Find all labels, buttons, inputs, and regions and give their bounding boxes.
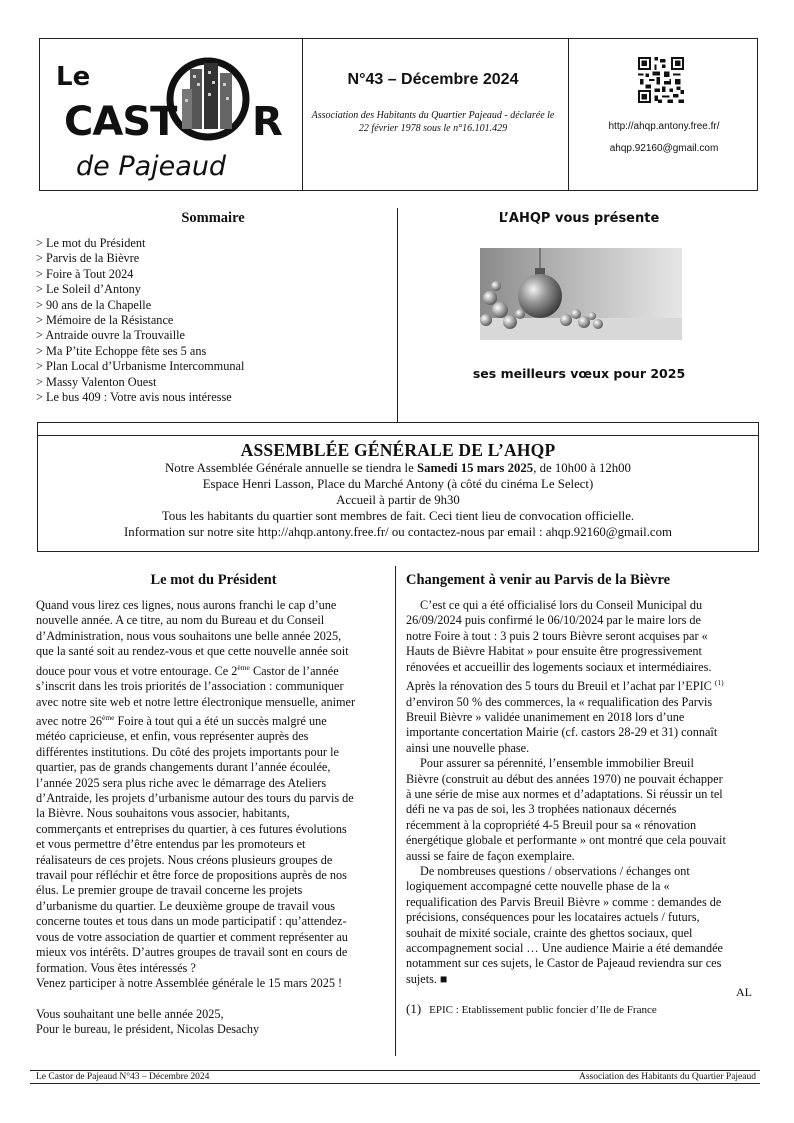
assemblee-date: Samedi 15 mars 2025 xyxy=(416,461,534,475)
masthead xyxy=(39,38,758,191)
article-line: avec notre 26ème Foire à tout qui a été un succès malgré une xyxy=(36,712,327,728)
sommaire-item[interactable]: > Plan Local d’Urbanisme Intercommunal xyxy=(36,359,245,374)
assemblee-welcome-time: Accueil à partir de 9h30 xyxy=(336,493,460,507)
article-line: requalification des Parvis Breuil Bièvre » comme : demandes de xyxy=(406,894,722,909)
sommaire-item[interactable]: > 90 ans de la Chapelle xyxy=(36,297,152,312)
sommaire-item[interactable]: > Parvis de la Bièvre xyxy=(36,251,140,266)
assemblee-title: ASSEMBLÉE GÉNÉRALE DE L’AHQP xyxy=(240,440,556,460)
article-line: différentes institutions. Du côté des projets importants pour le xyxy=(36,744,339,759)
article-line: souhait de mixité sociale, crainte des ghettos sociaux, quel xyxy=(406,925,693,940)
column-divider-bottom xyxy=(395,566,396,1056)
article-line: douce pour vous et votre entourage. Ce 2ème Castor de l’année xyxy=(36,662,339,678)
article-line: avec notre site web et notre lettre électronique mensuelle, animer xyxy=(36,694,356,709)
article-line xyxy=(36,991,391,1006)
article-line: quartier, pas de grands changements durant l’année écoulée, xyxy=(36,760,331,775)
article-line: formation. Vous êtes intéressés ? xyxy=(36,960,196,975)
sommaire-item[interactable]: > Foire à Tout 2024 xyxy=(36,266,134,281)
svg-text:R: R xyxy=(252,99,283,145)
article-line: C’est ce qui a été officialisé lors du Conseil Municipal du xyxy=(420,598,703,612)
parvis-article-title: Changement à venir au Parvis de la Bièvre xyxy=(406,572,671,588)
issue-title: N°43 – Décembre 2024 xyxy=(347,71,519,88)
article-line: Après la rénovation des 5 tours du Breuil et l’achat par l’EPIC $^{(1)}$ xyxy=(406,678,724,694)
footnote-number: (1) xyxy=(406,1001,422,1016)
article-line: élus. Le premier groupe de travail concerne les projets xyxy=(36,883,303,898)
sommaire-item[interactable]: > Mémoire de la Résistance xyxy=(36,313,174,328)
footnote-text: EPIC : Etablissement public foncier d’Ile de France xyxy=(429,1004,657,1016)
article-line: s’inscrit dans les trois priorités de l’association : communiquer xyxy=(36,679,344,694)
article-line: d’Administration, nous vous souhaitons une belle année 2025, xyxy=(36,628,342,643)
logo-line3: de Pajeaud xyxy=(76,151,227,181)
article-line: vous de votre association de quartier et comment représenter au xyxy=(36,929,348,944)
article-line: d’Antraide, les projets d’urbanisme autour des tours du parvis de xyxy=(36,791,354,806)
sommaire-item[interactable]: > Ma P’tite Echoppe fête ses 5 ans xyxy=(36,343,207,358)
article-line: travail pour réfléchir et être force de propositions auprès de nos xyxy=(36,868,347,883)
footer-association: Association des Habitants du Quartier Pajeaud xyxy=(578,1072,756,1082)
article-line: commerçants et entreprises du quartier, à ces futures évolutions xyxy=(36,821,347,836)
assemblee-line1-pre: Notre Assemblée Générale annuelle se tiendra le xyxy=(165,461,417,475)
article-line: logiquement accompagné cette nouvelle phase de la « xyxy=(406,879,670,894)
article-line: Pour le bureau, le président, Nicolas Desachy xyxy=(36,1022,260,1037)
sommaire-item[interactable]: > Massy Valenton Ouest xyxy=(36,374,157,389)
page-footer xyxy=(30,1070,760,1084)
article-line: sujets. ■ xyxy=(406,971,448,986)
assemblee-date-line xyxy=(38,461,758,476)
article-line: ainsi une nouvelle phase. xyxy=(406,740,530,755)
column-divider-top xyxy=(397,208,398,422)
voeux-subtitle: ses meilleurs vœux pour 2025 xyxy=(472,366,686,381)
voeux-title: L’AHQP vous présente xyxy=(498,211,660,226)
president-article-title: Le mot du Président xyxy=(150,572,277,588)
assemblee-notice-box xyxy=(37,422,759,552)
article-line: météo capricieuse, et enfin, vous représenter auprès des xyxy=(36,729,309,744)
article-line: nouvelle année. A ce titre, au nom du Bureau et du Conseil xyxy=(36,613,325,628)
table-of-contents xyxy=(36,236,391,405)
assemblee-membership: Tous les habitants du quartier sont membres de fait. Ceci tient lieu de convocation officielle. xyxy=(161,509,635,523)
article-line: et vous permettre d’être entendus par les promoteurs et xyxy=(36,837,306,852)
association-line2: 22 février 1978 sous le n°16.101.429 xyxy=(358,123,508,134)
email-link[interactable]: ahqp.92160@gmail.com xyxy=(609,143,719,154)
sommaire-item[interactable]: > Le Soleil d’Antony xyxy=(36,282,141,297)
article-line: importante concertation Mairie (cf. castors 28-29 et 31) connaît xyxy=(406,725,718,740)
logo-line1: Le xyxy=(56,62,91,92)
castor-logo xyxy=(50,51,300,181)
sommaire-title: Sommaire xyxy=(181,210,245,226)
svg-text:CAST: CAST xyxy=(64,99,177,145)
article-line: Breuil Bièvre » validée unanimement en 2018 lors d’une xyxy=(406,709,685,724)
logo-buildings xyxy=(170,61,246,137)
article-line: 26/09/2024 puis confirmé le 06/10/2024 par le maire lors de xyxy=(406,613,701,628)
article-line: Hauts de Bièvre Habitat » pour ensuite être progressivement xyxy=(406,644,702,659)
article-line: récemment à la copropriété 4-5 Breuil pour sa « rénovation xyxy=(406,817,697,832)
christmas-bauble-image xyxy=(480,248,682,340)
assemblee-location: Espace Henri Lasson, Place du Marché Antony (à côté du cinéma Le Select) xyxy=(202,477,594,491)
article-line: Bièvre (construit au début des années 1970) ne pouvait échapper xyxy=(406,771,723,786)
article-line: que la santé soit au rendez-vous et que cette nouvelle année soit xyxy=(36,644,349,659)
article-line: énergétique globale et performante » ont montré que cela pouvait xyxy=(406,833,726,848)
article-line: aussi se faire de façon exemplaire. xyxy=(406,848,575,863)
site-url-link[interactable]: http://ahqp.antony.free.fr/ xyxy=(608,121,720,132)
article-line: rénovées et accueillir des logements sociaux et intermédiaires. xyxy=(406,659,712,674)
footnote xyxy=(406,1001,657,1017)
association-line1: Association des Habitants du Quartier Pajeaud - déclarée le xyxy=(311,110,555,121)
association-declaration xyxy=(302,109,564,135)
qr-code-icon[interactable] xyxy=(638,57,684,103)
sommaire-item[interactable]: > Le bus 409 : Votre avis nous intéresse xyxy=(36,390,232,405)
assemblee-contact: Information sur notre site http://ahqp.antony.free.fr/ ou contactez-nous par email : ahqp.92160@gmail.com xyxy=(124,525,672,539)
president-article-body xyxy=(36,598,391,1038)
article-signature: AL xyxy=(736,985,752,999)
article-line: accompagnement social … Une audience Mairie a été demandée xyxy=(406,941,723,956)
article-line: à une série de mise aux normes et d’adaptations. Si réussir un tel xyxy=(406,786,723,801)
article-line: l’année 2025 sera plus riche avec le démarrage des Ateliers xyxy=(36,775,327,790)
article-line: Quand vous lirez ces lignes, nous aurons franchi le cap d’une xyxy=(36,598,337,612)
footer-publication: Le Castor de Pajeaud N°43 – Décembre 2024 xyxy=(36,1072,210,1082)
sommaire-item[interactable]: > Antraide ouvre la Trouvaille xyxy=(36,328,186,343)
article-line: mieux vos intérêts. D’autres groupes de travail sont en cours de xyxy=(36,945,348,960)
article-line: Pour assurer sa pérennité, l’ensemble immobilier Breuil xyxy=(420,756,694,771)
article-line: Venez participer à notre Assemblée générale le 15 mars 2025 ! xyxy=(36,975,343,990)
parvis-article-body xyxy=(406,598,758,987)
header-divider-2 xyxy=(568,39,569,190)
article-line: défi ne va pas de soi, les 3 trophées nationaux décernés xyxy=(406,802,677,817)
article-line: De nombreuses questions / observations / échanges ont xyxy=(420,863,690,878)
article-line: la Bièvre. Nous souhaitons vous associer, habitants, xyxy=(36,806,290,821)
article-line: réalisateurs de ces projets. Nous créons plusieurs groupes de xyxy=(36,852,333,867)
article-line: Vous souhaitant une belle année 2025, xyxy=(36,1006,224,1021)
article-line: concerne toutes et tous dans un mode participatif : qu’attendez- xyxy=(36,914,347,929)
assemblee-line1-post: , de 10h00 à 12h00 xyxy=(533,461,631,475)
article-line: notamment sur ces sujets, le Castor de Pajeaud reviendra sur ces xyxy=(406,956,722,971)
article-line: d’environ 50 % des commerces, la « requalification des Parvis xyxy=(406,694,713,709)
article-line: notre Foire à tout : 3 puis 2 tours Bièvre seront acquises par « xyxy=(406,628,708,643)
assemblee-box-rule xyxy=(38,435,758,436)
sommaire-item[interactable]: > Le mot du Président xyxy=(36,236,146,250)
article-line: précisions, conséquences pour les locataires actuels / futurs, xyxy=(406,910,700,925)
article-line: d’urbanisme du quartier. Le deuxième groupe de travail vous xyxy=(36,898,336,913)
